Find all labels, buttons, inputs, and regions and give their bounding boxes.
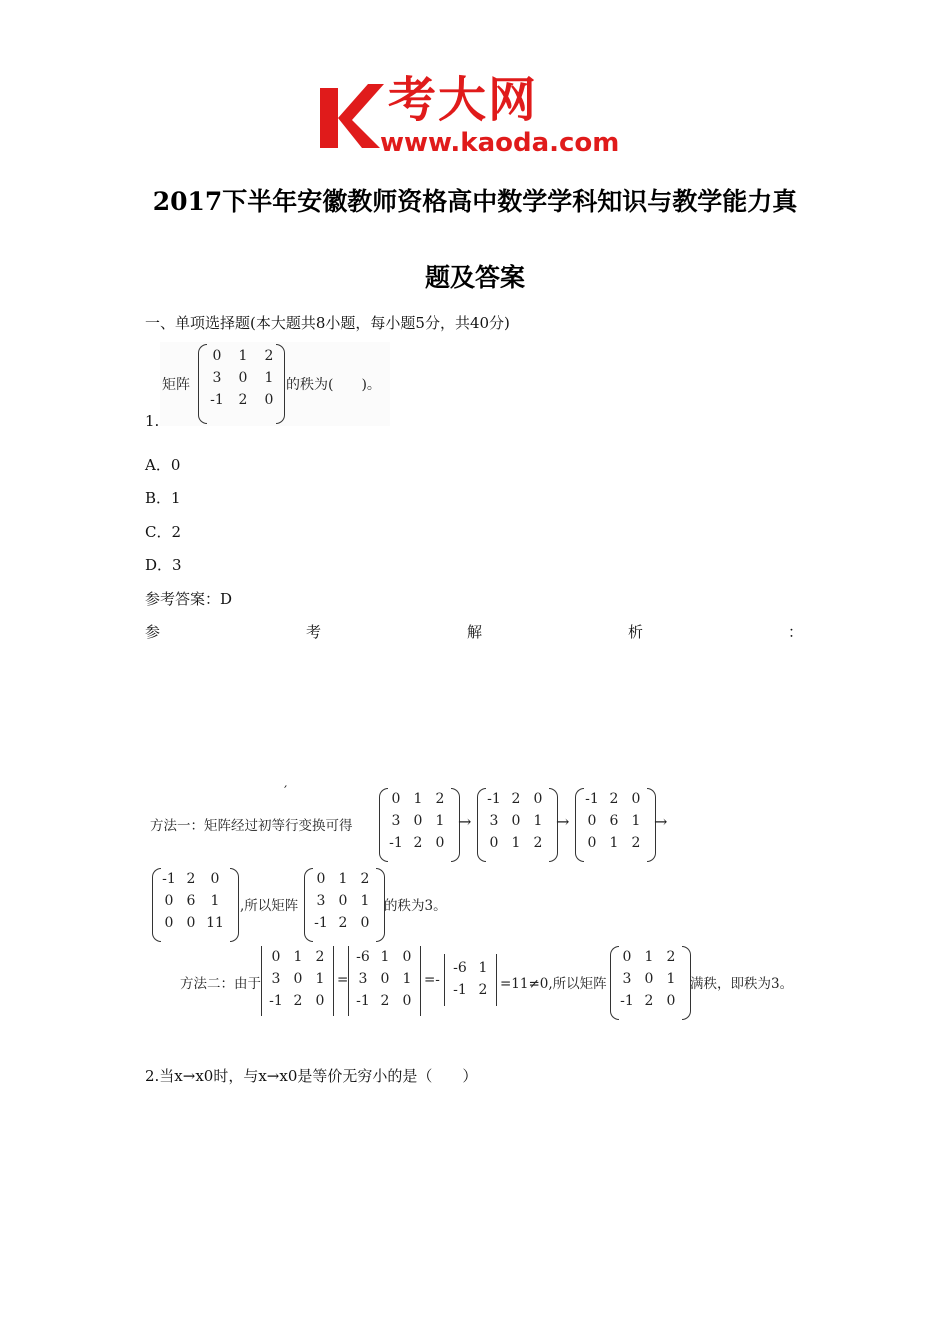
matrix-cell: 2 (238, 392, 248, 408)
matrix-cell: -1 (620, 993, 634, 1009)
right-paren (276, 344, 285, 424)
matrix-cell: 0 (271, 949, 281, 965)
q1-number: 1. (145, 412, 160, 430)
q1-answer: 参考答案：D (145, 590, 233, 608)
matrix-cell: 0 (631, 791, 641, 807)
matrix-full-rank (616, 946, 682, 1012)
determinant-2 (352, 946, 418, 1012)
matrix-cell: 1 (435, 813, 445, 829)
matrix-cell: 1 (315, 971, 325, 987)
matrix-cell: -1 (314, 915, 328, 931)
det-bar-right (420, 946, 421, 1016)
matrix-cell: 0 (360, 915, 370, 931)
equals-11-text: =11≠0,所以矩阵 (500, 976, 607, 992)
matrix-cell: 0 (186, 915, 196, 931)
matrix-cell: 1 (533, 813, 543, 829)
matrix-cell: 0 (316, 871, 326, 887)
matrix-cell: 0 (587, 813, 597, 829)
matrix-cell: 1 (238, 348, 248, 364)
matrix-cell: 0 (391, 791, 401, 807)
q1-option-b: B．1 (145, 489, 181, 507)
matrix-cell: 0 (402, 993, 412, 1009)
matrix-original (310, 868, 376, 934)
matrix-cell: -6 (453, 960, 467, 976)
matrix-cell: 2 (380, 993, 390, 1009)
det-bar-right (496, 954, 497, 1006)
page-title-line1: 2017下半年安徽教师资格高中数学学科知识与教学能力真 (152, 187, 798, 216)
matrix-cell: -1 (356, 993, 370, 1009)
analysis-char-1: 参 (145, 623, 161, 641)
matrix-cell: 0 (293, 971, 303, 987)
matrix-cell: 0 (533, 791, 543, 807)
tick-mark: ′ (284, 784, 288, 800)
arrow-1: → (458, 812, 472, 831)
matrix-cell: 2 (338, 915, 348, 931)
matrix-cell: 1 (666, 971, 676, 987)
matrix-cell: 3 (391, 813, 401, 829)
matrix-cell: 1 (402, 971, 412, 987)
matrix-cell: -1 (210, 392, 224, 408)
matrix-cell: 1 (609, 835, 619, 851)
matrix-cell: 11 (206, 915, 224, 931)
matrix-cell: 1 (644, 949, 654, 965)
matrix-cell: 2 (478, 982, 488, 998)
method2-label: 方法二：由于 (180, 976, 261, 992)
q2-text: 2.当x→x0时，与x→x0是等价无穷小的是（ ） (145, 1067, 478, 1085)
matrix-cell: 0 (489, 835, 499, 851)
matrix-cell: 1 (631, 813, 641, 829)
q1-suffix: 的秩为( )。 (286, 377, 381, 393)
matrix-cell: 2 (186, 871, 196, 887)
method1-label: 方法一：矩阵经过初等行变换可得 (150, 818, 353, 834)
matrix-cell: 0 (435, 835, 445, 851)
q1-option-a: A．0 (145, 456, 181, 474)
matrix-cell: 2 (264, 348, 274, 364)
matrix-cell: 6 (609, 813, 619, 829)
matrix-cell: 3 (489, 813, 499, 829)
matrix-cell: 3 (316, 893, 326, 909)
matrix-step-1 (385, 788, 451, 854)
matrix-cell: 0 (622, 949, 632, 965)
equals-2: =- (424, 972, 440, 988)
matrix-cell: 0 (666, 993, 676, 1009)
matrix-cell: 1 (478, 960, 488, 976)
matrix-cell: 3 (271, 971, 281, 987)
q1-option-c: C．2 (145, 523, 182, 541)
matrix-cell: 0 (238, 370, 248, 386)
logo-url: www.kaoda.com (380, 128, 620, 158)
matrix-cell: 0 (164, 915, 174, 931)
matrix-cell: -1 (389, 835, 403, 851)
matrix-cell: 2 (631, 835, 641, 851)
analysis-char-3: 解 (467, 623, 483, 641)
matrix-cell: 0 (164, 893, 174, 909)
matrix-cell: 0 (380, 971, 390, 987)
matrix-cell: 0 (402, 949, 412, 965)
matrix-cell: 1 (413, 791, 423, 807)
matrix-cell: 2 (293, 993, 303, 1009)
det-bar-left (444, 954, 445, 1006)
matrix-cell: 0 (212, 348, 222, 364)
matrix-cell: 1 (338, 871, 348, 887)
matrix-cell: 2 (315, 949, 325, 965)
matrix-cell: 0 (264, 392, 274, 408)
matrix-cell: -1 (162, 871, 176, 887)
matrix-cell: -1 (453, 982, 467, 998)
matrix-cell: 0 (413, 813, 423, 829)
q1-matrix (204, 345, 282, 411)
section-heading: 一、单项选择题(本大题共8小题，每小题5分，共40分) (145, 314, 510, 332)
matrix-cell: 0 (587, 835, 597, 851)
matrix-cell: 3 (622, 971, 632, 987)
matrix-cell: 0 (315, 993, 325, 1009)
matrix-cell: 3 (212, 370, 222, 386)
matrix-cell: 0 (338, 893, 348, 909)
q1-prefix: 矩阵 (162, 377, 190, 393)
analysis-char-2: 考 (306, 623, 322, 641)
q1-matrix-figure (160, 342, 390, 426)
det-bar-left (261, 946, 262, 1016)
matrix-cell: 2 (435, 791, 445, 807)
arrow-2: → (556, 812, 570, 831)
logo-chinese: 考大网 (388, 72, 539, 128)
matrix-step-3 (581, 788, 647, 854)
matrix-cell: -1 (585, 791, 599, 807)
text-rank-is-3: 的秩为3。 (384, 898, 447, 914)
matrix-cell: 2 (609, 791, 619, 807)
matrix-cell: 0 (511, 813, 521, 829)
page-title-line2: 题及答案 (424, 263, 525, 292)
matrix-cell: 2 (644, 993, 654, 1009)
matrix-cell: 2 (360, 871, 370, 887)
matrix-cell: -1 (269, 993, 283, 1009)
solution-figure (148, 782, 800, 1022)
determinant-3 (448, 957, 494, 1001)
matrix-cell: 2 (511, 791, 521, 807)
matrix-cell: 1 (293, 949, 303, 965)
matrix-cell: -1 (487, 791, 501, 807)
matrix-cell: 1 (264, 370, 274, 386)
matrix-cell: 1 (360, 893, 370, 909)
det-bar-left (348, 946, 349, 1016)
matrix-cell: 2 (533, 835, 543, 851)
matrix-cell: 1 (511, 835, 521, 851)
matrix-cell: 6 (186, 893, 196, 909)
arrow-3: → (654, 812, 668, 831)
analysis-char-5: ： (788, 623, 804, 641)
determinant-1 (265, 946, 331, 1012)
matrix-cell: 2 (666, 949, 676, 965)
matrix-cell: 2 (413, 835, 423, 851)
det-bar-right (333, 946, 334, 1016)
equals-1: = (337, 972, 349, 988)
matrix-cell: 3 (358, 971, 368, 987)
text-full-rank: 满秩，即秩为3。 (690, 976, 794, 992)
matrix-cell: 1 (210, 893, 220, 909)
analysis-char-4: 析 (628, 623, 644, 641)
matrix-step-2 (483, 788, 549, 854)
matrix-step-4 (158, 868, 228, 934)
matrix-cell: 0 (644, 971, 654, 987)
matrix-cell: 1 (380, 949, 390, 965)
matrix-cell: 0 (210, 871, 220, 887)
text-so-matrix: ,所以矩阵 (240, 898, 299, 914)
q1-option-d: D．3 (145, 556, 182, 574)
kaoda-logo-k-icon (318, 78, 386, 152)
matrix-cell: -6 (356, 949, 370, 965)
right-paren (230, 868, 239, 942)
